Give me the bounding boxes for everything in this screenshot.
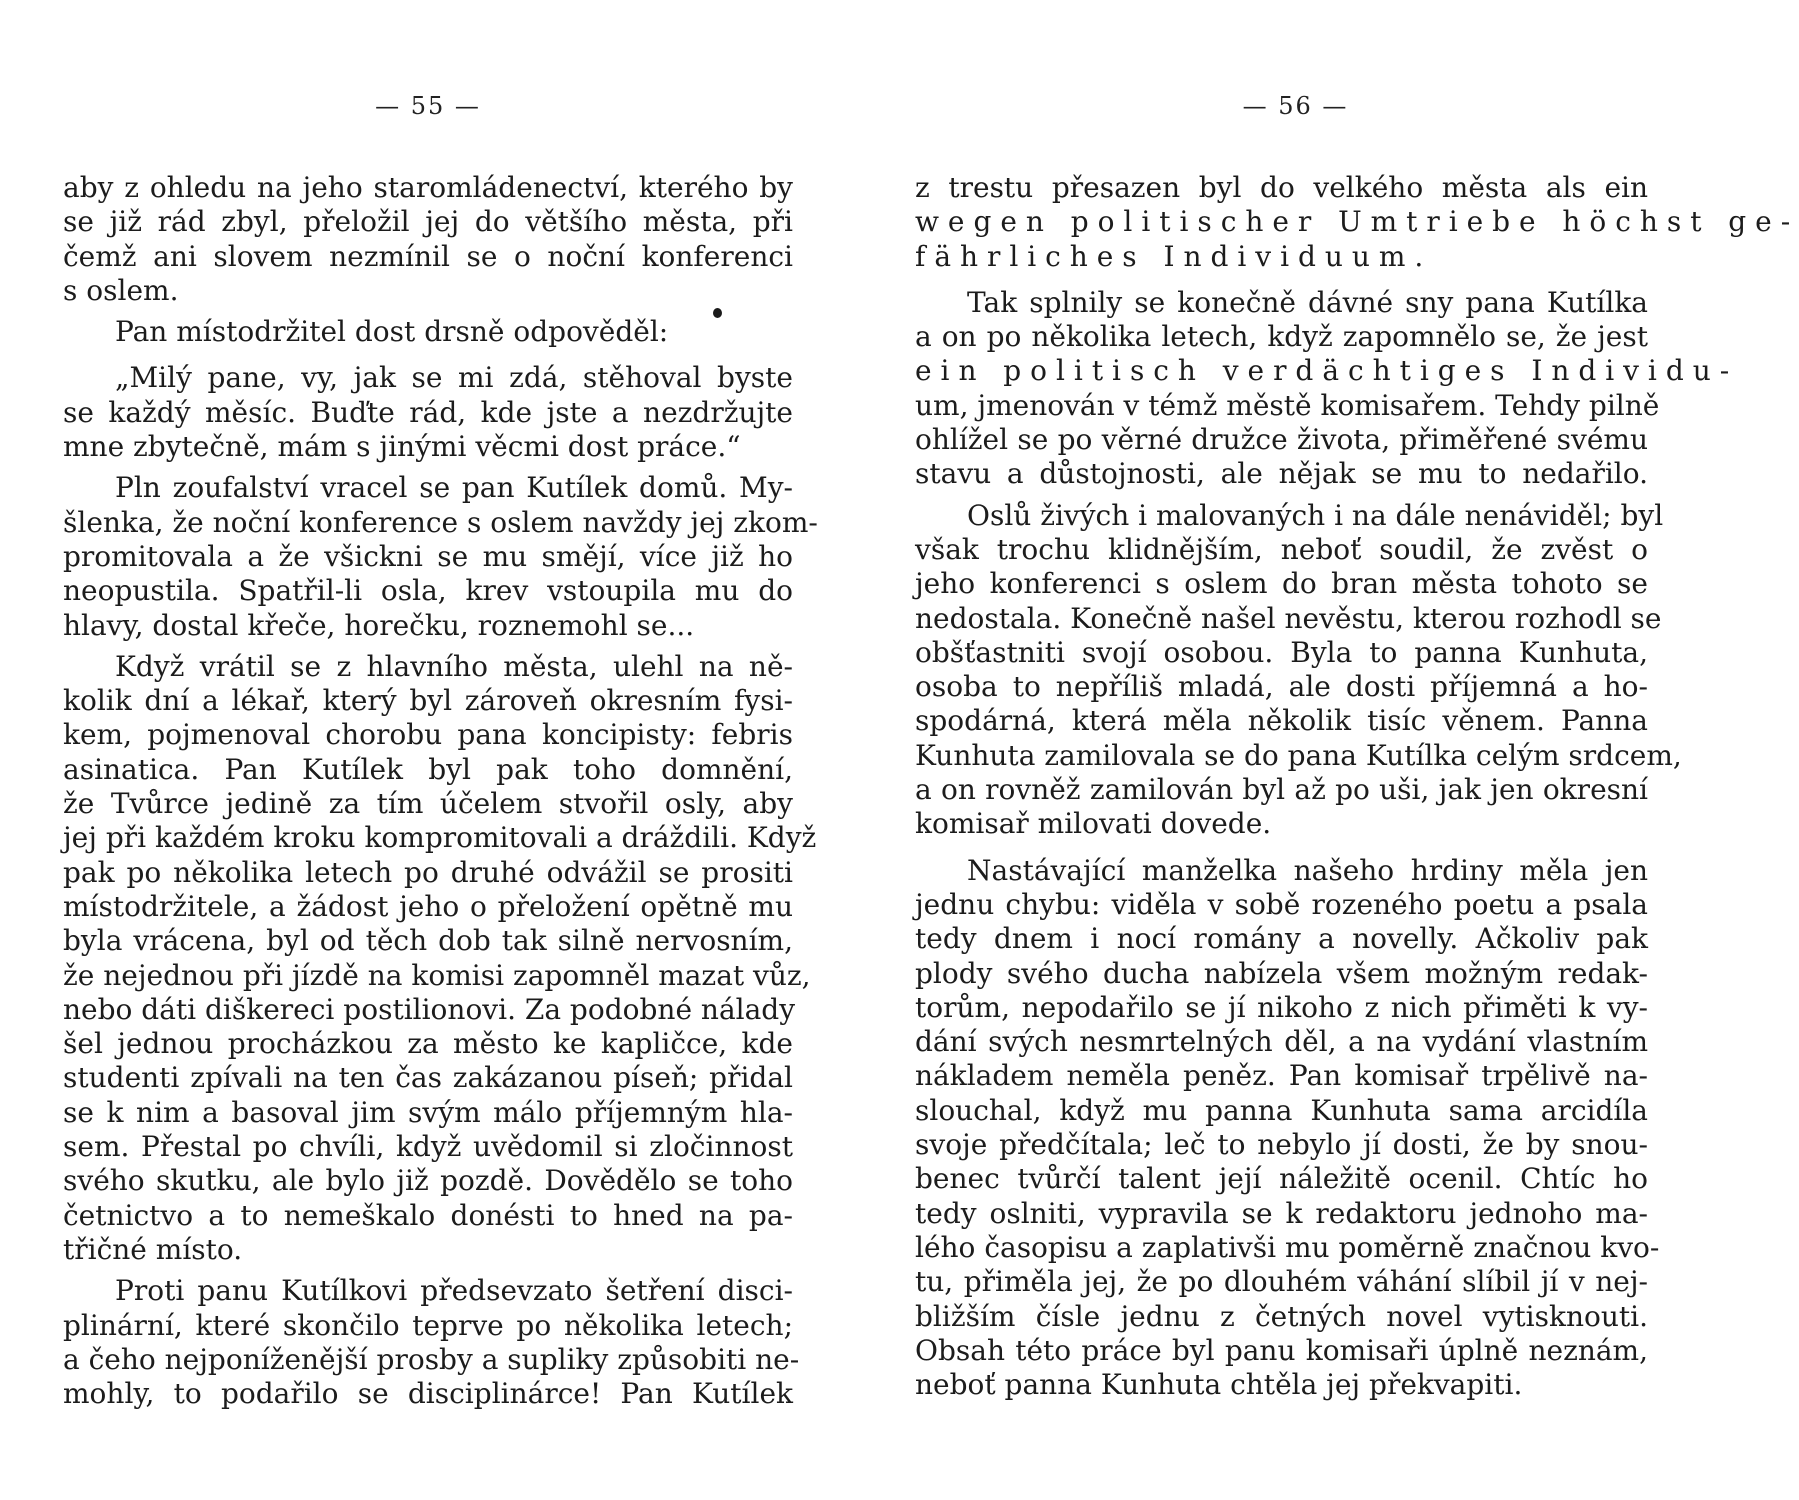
text-line: wegen politischer Umtriebe höchst ge- xyxy=(915,205,1799,239)
text-line: studenti zpívali na ten čas zakázanou píseň; přidal xyxy=(63,1061,793,1095)
text-line: kolik dní a lékař, který byl zároveň okresním fysi- xyxy=(63,684,793,718)
paragraph xyxy=(915,498,1682,842)
text-line: sem. Přestal po chvíli, když uvědomil si zločinnost xyxy=(63,1130,793,1164)
text-line: Tak splnily se konečně dávné sny pana Kutílka xyxy=(967,285,1648,319)
text-line: mne zbytečně, mám s jinými věcmi dost práce.“ xyxy=(63,430,741,464)
text-line: Pln zoufalství vracel se pan Kutílek domů. My- xyxy=(115,471,793,505)
text-line: tedy oslniti, vypravila se k redaktoru jednoho ma- xyxy=(915,1196,1648,1230)
text-line: se k nim a basoval jim svým málo příjemným hla- xyxy=(63,1095,793,1129)
text-line: Když vrátil se z hlavního města, ulehl na ně- xyxy=(115,649,793,683)
text-line: Kunhuta zamilovala se do pana Kutílka celým srdcem, xyxy=(915,738,1682,772)
text-line: Proti panu Kutílkovi předsevzato šetření disci- xyxy=(115,1274,793,1308)
text-line: svého skutku, ale bylo již pozdě. Dovědělo se toho xyxy=(63,1164,793,1198)
text-line: že nejednou při jízdě na komisi zapomněl mazat vůz, xyxy=(63,958,811,992)
text-line: nebo dáti diškereci postilionovi. Za podobné nálady xyxy=(63,992,796,1026)
text-line: pak po několika letech po druhé odvážil se prositi xyxy=(63,855,793,889)
text-line: torům, nepodařilo se jí nikoho z nich přiměti k vy- xyxy=(915,990,1648,1024)
paragraph xyxy=(63,361,793,464)
text-line: plinární, které skončilo teprve po několika letech; xyxy=(63,1308,793,1342)
right-page xyxy=(915,0,1799,1500)
text-line: kem, pojmenoval chorobu pana koncipisty: febris xyxy=(63,718,793,752)
page-number: — 56 — xyxy=(1242,92,1349,120)
text-line: že Tvůrce jedině za tím účelem stvořil osly, aby xyxy=(63,787,793,821)
text-line: aby z ohledu na jeho staromládenectví, kterého by xyxy=(63,171,793,204)
page-text xyxy=(915,171,1799,1402)
text-line: mohly, to podařilo se disciplinárce! Pan Kutílek xyxy=(63,1377,793,1411)
text-line: dání svých nesmrtelných děl, a na vydání vlastním xyxy=(915,1025,1648,1059)
text-line: čemž ani slovem nezmínil se o noční konferenci xyxy=(63,239,793,273)
text-line: „Milý pane, vy, jak se mi zdá, stěhoval byste xyxy=(115,361,793,395)
text-line: lého časopisu a zaplativši mu poměrně značnou kvo- xyxy=(915,1230,1660,1264)
left-page xyxy=(63,0,818,1500)
text-line: neboť panna Kunhuta chtěla jej překvapiti. xyxy=(915,1368,1523,1402)
text-line: místodržitele, a žádost jeho o přeložení opětně mu xyxy=(63,889,793,923)
text-line: obšťastniti svojí osobou. Byla to panna Kunhuta, xyxy=(915,635,1648,669)
text-line: nedostala. Konečně našel nevěstu, kterou rozhodl se xyxy=(915,601,1662,635)
text-line: benec tvůrčí talent její náležitě ocenil. Chtíc ho xyxy=(915,1162,1648,1196)
text-line: Oslů živých i malovaných i na dále nenáviděl; byl xyxy=(967,498,1664,532)
text-line: hlavy, dostal křeče, horečku, roznemohl se... xyxy=(63,608,695,642)
paragraph xyxy=(63,1274,800,1411)
text-line: Obsah této práce byl panu komisaři úplně neznám, xyxy=(915,1333,1648,1367)
text-line: šel jednou procházkou za město ke kapličce, kde xyxy=(63,1027,793,1061)
text-line: ein politisch verdächtiges Individu- xyxy=(915,354,1739,388)
text-line: jednu chybu: viděla v sobě rozeného poetu a psala xyxy=(915,887,1648,921)
text-line: z trestu přesazen byl do velkého města als ein xyxy=(915,171,1648,204)
text-line: asinatica. Pan Kutílek byl pak toho domnění, xyxy=(63,752,793,786)
text-line: ohlížel se po věrné družce života, přiměřené svému xyxy=(915,423,1648,457)
text-line: stavu a důstojnosti, ale nějak se mu to nedařilo. xyxy=(915,457,1648,491)
text-line: se každý měsíc. Buďte rád, kde jste a nezdržujte xyxy=(63,395,793,429)
paragraph xyxy=(63,171,793,308)
text-line: a on rovněž zamilován byl až po uši, jak jen okresní xyxy=(915,773,1648,807)
paragraph xyxy=(915,171,1799,274)
text-line: a on po několika letech, když zapomnělo se, že jest xyxy=(915,320,1648,354)
text-line: třičné místo. xyxy=(63,1232,243,1266)
text-line: komisař milovati dovede. xyxy=(915,807,1272,841)
text-line: Pan místodržitel dost drsně odpověděl: xyxy=(115,315,669,349)
text-line: promitovala a že všickni se mu smějí, více již ho xyxy=(63,539,793,573)
paragraph xyxy=(63,315,793,349)
text-line: slouchal, když mu panna Kunhuta sama arcidíla xyxy=(915,1093,1648,1127)
text-line: četnictvo a to nemeškalo donésti to hned na pa- xyxy=(63,1198,793,1232)
text-line: svoje předčítala; leč to nebylo jí dosti, že by snou- xyxy=(915,1128,1648,1162)
page-text xyxy=(63,171,818,1411)
text-line: s oslem. xyxy=(63,273,179,307)
text-line: plody svého ducha nabízela všem možným redak- xyxy=(915,956,1648,990)
page-number: — 55 — xyxy=(375,92,481,120)
text-line: spodárná, která měla několik tisíc věnem. Panna xyxy=(915,704,1648,738)
paragraph xyxy=(63,649,817,1267)
text-line: jeho konferenci s oslem do bran města tohoto se xyxy=(915,567,1648,601)
text-line: neopustila. Spatřil-li osla, krev vstoupila mu do xyxy=(63,574,793,608)
text-line: osoba to nepříliš mladá, ale dosti příjemná a ho- xyxy=(915,670,1648,704)
paragraph xyxy=(915,285,1739,492)
text-line: a čeho nejponíženější prosby a supliky způsobiti ne- xyxy=(63,1342,800,1376)
text-line: fährliches Individuum. xyxy=(915,239,1433,273)
text-line: um, jmenován v témž městě komisařem. Tehdy pilně xyxy=(915,388,1660,422)
text-line: šlenka, že noční konference s oslem navždy jej zkom- xyxy=(63,505,818,539)
text-line: tu, přiměla jej, že po dlouhém váhání slíbil jí v nej- xyxy=(915,1265,1648,1299)
text-line: však trochu klidnějším, neboť soudil, že zvěst o xyxy=(915,532,1648,566)
text-line: byla vrácena, byl od těch dob tak silně nervosním, xyxy=(63,924,793,958)
text-line: jej při každém kroku kompromitovali a dráždili. Když xyxy=(63,821,817,855)
paragraph xyxy=(915,853,1660,1403)
text-line: se již rád zbyl, přeložil jej do většího města, při xyxy=(63,205,793,239)
text-line: tedy dnem i nocí romány a novelly. Ačkoliv pak xyxy=(915,922,1648,956)
paragraph xyxy=(63,471,818,642)
text-line: nákladem neměla peněz. Pan komisař trpělivě na- xyxy=(915,1059,1648,1093)
text-line: bližším čísle jednu z četných novel vytisknouti. xyxy=(915,1299,1648,1333)
text-line: Nastávající manželka našeho hrdiny měla jen xyxy=(967,853,1648,887)
